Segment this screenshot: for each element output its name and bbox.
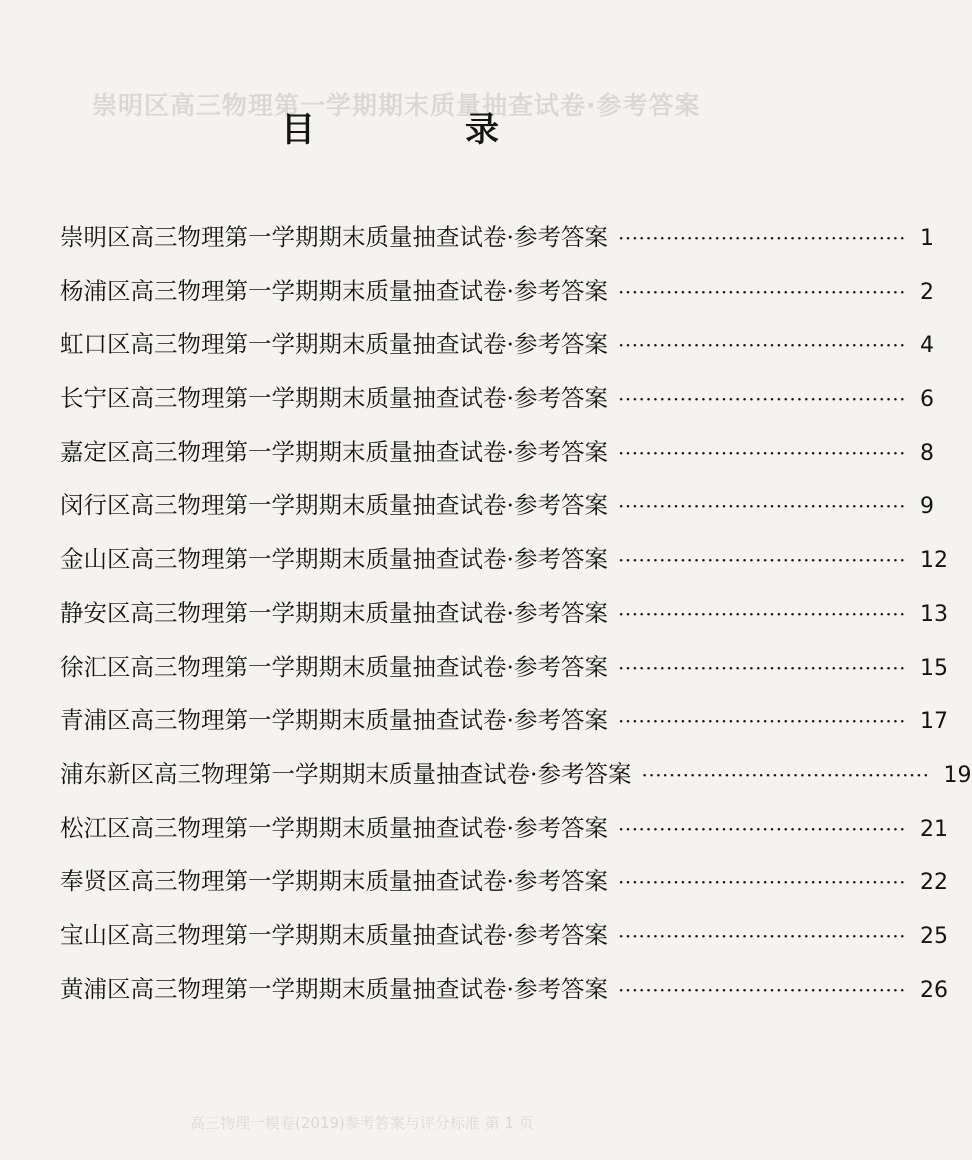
toc-leader-dots: ·········································· <box>617 494 906 519</box>
toc-entry-page: 4 <box>920 333 934 359</box>
bleed-through-title: 崇明区高三物理第一学期期末质量抽查试卷·参考答案 <box>92 91 701 120</box>
toc-leader-dots: ·········································· <box>617 655 906 680</box>
toc-entry[interactable] <box>60 218 934 272</box>
toc-entry-title: 闵行区高三物理第一学期期末质量抽查试卷·参考答案 <box>60 491 608 520</box>
toc-leader-dots: ·········································· <box>617 601 906 626</box>
toc-entry-page: 25 <box>920 923 948 949</box>
toc-entry[interactable] <box>60 325 934 379</box>
toc-leader-dots: ·········································· <box>617 333 906 358</box>
toc-heading: 目 录 <box>281 110 557 150</box>
toc-leader-dots: ·········································· <box>617 226 906 250</box>
toc-leader-dots: ·········································· <box>617 387 906 412</box>
toc-entry-title: 宝山区高三物理第一学期期末质量抽查试卷·参考答案 <box>60 920 608 949</box>
toc-entry[interactable] <box>60 594 948 648</box>
toc-entry-title: 青浦区高三物理第一学期期末质量抽查试卷·参考答案 <box>60 706 608 735</box>
toc-entry-page: 2 <box>920 279 934 305</box>
toc-entry[interactable] <box>60 648 948 702</box>
toc-leader-dots: ·········································· <box>641 762 930 787</box>
toc-leader-dots: ·········································· <box>617 548 906 573</box>
toc-entry-page: 8 <box>920 440 934 466</box>
toc-entry[interactable] <box>60 540 948 594</box>
toc-entry-page: 17 <box>920 709 948 735</box>
toc-entry-title: 黄浦区高三物理第一学期期末质量抽查试卷·参考答案 <box>60 974 608 1003</box>
toc-leader-dots: ·········································· <box>617 870 906 895</box>
bleed-through-footer: 高三物理一模卷(2019)参考答案与评分标准 第 1 页 <box>190 1114 534 1132</box>
toc-entry[interactable] <box>60 755 972 809</box>
toc-leader-dots: ·········································· <box>617 279 906 304</box>
toc-entry-page: 1 <box>920 226 934 251</box>
toc-entry-title: 金山区高三物理第一学期期末质量抽查试卷·参考答案 <box>60 545 608 574</box>
toc-entry[interactable] <box>60 916 948 970</box>
toc-entry-page: 13 <box>920 601 948 627</box>
toc-entry[interactable] <box>60 379 934 433</box>
toc-leader-dots: ·········································· <box>617 440 906 465</box>
toc-entry-page: 12 <box>920 548 948 574</box>
toc-entry[interactable] <box>60 486 934 540</box>
toc-entry-page: 6 <box>920 387 934 413</box>
toc-entry-title: 虹口区高三物理第一学期期末质量抽查试卷·参考答案 <box>60 330 608 359</box>
toc-entry-title: 奉贤区高三物理第一学期期末质量抽查试卷·参考答案 <box>60 867 608 896</box>
toc-leader-dots: ·········································· <box>617 816 906 841</box>
toc-entry[interactable] <box>60 433 934 487</box>
toc-entry-page: 21 <box>920 816 948 842</box>
toc-entry-title: 徐汇区高三物理第一学期期末质量抽查试卷·参考答案 <box>60 652 608 681</box>
toc-entry-title: 松江区高三物理第一学期期末质量抽查试卷·参考答案 <box>60 813 608 842</box>
toc-entry[interactable] <box>60 862 948 916</box>
toc-entry-title: 崇明区高三物理第一学期期末质量抽查试卷·参考答案 <box>60 223 608 251</box>
toc-entry-page: 22 <box>920 870 948 896</box>
toc-entry-title: 杨浦区高三物理第一学期期末质量抽查试卷·参考答案 <box>60 276 608 305</box>
toc-entry-title: 嘉定区高三物理第一学期期末质量抽查试卷·参考答案 <box>60 437 608 466</box>
toc-entry-page: 26 <box>920 977 948 1003</box>
toc-entry-title: 长宁区高三物理第一学期期末质量抽查试卷·参考答案 <box>60 384 608 413</box>
toc-leader-dots: ·········································· <box>617 977 906 1002</box>
toc-list <box>60 218 972 1023</box>
toc-entry[interactable] <box>60 970 948 1024</box>
toc-leader-dots: ·········································· <box>617 709 906 734</box>
toc-entry-page: 19 <box>943 762 972 788</box>
toc-entry-title: 浦东新区高三物理第一学期期末质量抽查试卷·参考答案 <box>60 759 632 788</box>
toc-entry[interactable] <box>60 809 948 863</box>
toc-entry[interactable] <box>60 701 948 755</box>
toc-leader-dots: ·········································· <box>617 923 906 948</box>
toc-entry-title: 静安区高三物理第一学期期末质量抽查试卷·参考答案 <box>60 598 608 627</box>
toc-entry[interactable] <box>60 272 934 326</box>
toc-entry-page: 15 <box>920 655 948 681</box>
toc-entry-page: 9 <box>920 494 934 520</box>
